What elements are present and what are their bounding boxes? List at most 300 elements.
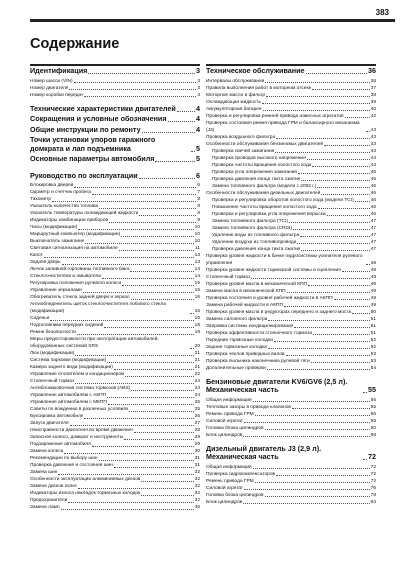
toc-entry[interactable] [30,392,200,399]
toc-entry-label: Проверка частоты вращения холостого хода [212,162,312,168]
toc-entry-page: 20 [194,344,200,349]
toc-entry[interactable] [30,259,200,266]
toc-entry-page: 10 [194,232,200,237]
toc-entry[interactable] [30,336,200,350]
toc-entry[interactable] [206,225,376,232]
toc-entry-label: Проверка и регулировка угла опережения впрыска [212,211,326,217]
toc-entry[interactable] [206,344,376,351]
toc-entry-page: 10 [194,225,200,230]
dot-leader [130,271,194,272]
toc-entry[interactable] [206,492,376,499]
dot-leader [244,489,370,490]
toc-entry-label: Проверка чехлов приводных валов [206,351,285,357]
toc-entry[interactable] [206,471,376,478]
toc-entry[interactable] [30,231,200,238]
toc-entry[interactable] [206,309,376,316]
toc-entry[interactable] [30,217,200,224]
toc-entry[interactable] [30,378,200,385]
toc-entry[interactable] [30,92,200,99]
dot-leader [342,271,370,272]
toc-entry[interactable] [206,148,376,155]
toc-entry[interactable] [206,211,376,218]
toc-entry[interactable] [206,141,376,148]
toc-entry[interactable] [30,469,200,476]
dot-leader [363,459,367,460]
toc-entry-page: 13 [194,253,200,258]
dot-leader [294,327,369,328]
dot-leader [287,292,370,293]
toc-entry[interactable] [206,85,376,92]
dot-leader [109,222,196,223]
toc-entry-label: Основные параметры автомобиля [30,154,155,163]
dot-leader [300,236,369,237]
toc-entry[interactable] [30,189,200,196]
dot-leader [263,110,370,111]
toc-entry-page: 55 [370,404,376,410]
toc-entry[interactable] [206,281,376,288]
toc-entry[interactable] [206,134,376,141]
toc-entry[interactable] [206,92,376,99]
dot-leader [124,439,193,440]
dot-leader [267,369,370,370]
toc-entry[interactable] [30,294,200,301]
toc-entry-label: Выключатель зажигания [30,239,85,244]
toc-entry-page: 22 [194,372,200,377]
toc-entry-page: 54 [370,365,376,371]
dot-leader [268,348,370,349]
toc-entry[interactable] [30,252,200,259]
dot-leader [317,187,369,188]
dot-leader [99,208,196,209]
toc-entry[interactable] [206,78,376,85]
toc-entry-label: Замена салонного фильтра [206,316,268,322]
toc-section-heading[interactable] [30,126,200,135]
toc-entry[interactable] [206,316,376,323]
toc-entry[interactable] [206,288,376,295]
toc-entry[interactable] [30,280,200,287]
dot-leader [253,468,370,469]
dot-leader [52,201,196,202]
dot-leader [50,320,193,321]
toc-entry[interactable] [30,483,200,490]
dot-leader [114,467,194,468]
dot-leader [190,313,194,314]
toc-entry-label: Проверка проводов высокого напряжения [212,155,306,161]
toc-entry-label: Проверка эффективности стояночного тормоза [206,330,313,336]
toc-entry-label: Силовой агрегат [206,485,243,491]
toc-entry[interactable] [206,99,376,106]
toc-entry[interactable] [206,295,376,302]
toc-entry[interactable] [206,113,376,120]
toc-entry-label: Камера заднего вида (модификации) [30,365,113,370]
dot-leader [253,401,370,402]
toc-entry-page: 7 [197,190,200,195]
toc-entry[interactable] [30,413,200,420]
toc-entry-label: Обогреватель стекла задней двери и зеркал [30,295,130,300]
toc-entry-label: Подголовники передних сидений [30,323,104,328]
dot-leader [265,429,370,430]
dot-leader [139,178,195,179]
toc-entry-label: Люк (модификации) [30,351,75,356]
dot-leader [85,243,193,244]
dot-leader [327,215,370,216]
toc-entry[interactable] [206,358,376,365]
toc-entry[interactable] [30,364,200,371]
toc-entry-page: 18 [194,323,200,328]
toc-entry-page: 8 [197,204,200,209]
toc-entry[interactable] [30,462,200,469]
toc-entry-page: 47 [370,225,376,231]
dot-leader [312,166,369,167]
toc-entry-page: 10 [194,239,200,244]
toc-entry-page: 84 [370,499,376,505]
toc-entry-label: Подзаряжение автомобиля [30,442,91,447]
toc-entry-page: 27 [194,421,200,426]
toc-entry[interactable] [30,357,200,364]
toc-entry-page: 55 [368,385,376,394]
toc-entry-label: Номер двигателя [30,85,69,91]
toc-entry-page: 26 [194,414,200,419]
toc-entry-label: Проверка состояния ремня привода ГРМ и балансирного механизма (J3) [206,120,360,133]
toc-entry-page: 8 [197,197,200,202]
toc-entry[interactable] [206,246,376,253]
toc-entry[interactable] [30,210,200,217]
toc-entry-page: 21 [194,358,200,363]
toc-entry[interactable] [30,238,200,245]
dot-leader [142,132,195,133]
toc-entry[interactable] [30,266,200,273]
toc-entry[interactable] [206,162,376,169]
toc-entry-page: 44 [370,162,376,168]
dot-leader [122,285,193,286]
toc-entry-page: 3 [196,66,200,75]
toc-entry-label: Замена колеса [30,449,64,454]
toc-entry-page: 15 [194,281,200,286]
toc-entry-label: Проверка давления конца такта сжатия [212,246,301,252]
toc-entry-page: 72 [370,478,376,484]
toc-entry-page: 72 [370,471,376,477]
dot-leader [321,194,369,195]
toc-entry-label: Проверка воздушного фильтра [206,134,276,140]
dot-leader [107,397,194,398]
toc-entry[interactable] [30,441,200,448]
toc-entry[interactable] [206,499,376,506]
toc-entry[interactable] [30,371,200,378]
dot-leader [141,481,193,482]
toc-entry-page: 53 [370,351,376,357]
toc-entry[interactable] [30,434,200,441]
toc-entry-label: Силовой агрегат [206,418,243,424]
toc-entry-page: 3 [197,85,200,91]
toc-entry[interactable] [30,196,200,203]
toc-entry[interactable] [30,322,200,329]
toc-entry-page: 49 [370,302,376,308]
toc-entry-label: Техническое обслуживание [206,66,305,75]
toc-entry-page: 47 [370,246,376,252]
toc-entry[interactable] [206,404,376,411]
dot-leader [44,257,194,258]
dot-leader [244,422,370,423]
dot-leader [99,460,194,461]
toc-entry[interactable] [206,169,376,176]
dot-leader [293,229,370,230]
toc-entry-label: Тахометр [30,197,52,202]
dot-leader [265,82,369,83]
toc-entry-page: 43 [370,148,376,154]
dot-leader [275,152,369,153]
toc-entry-page: 43 [370,141,376,147]
dot-leader [262,103,370,104]
toc-entry[interactable] [206,418,376,425]
dot-leader [334,299,370,300]
toc-entry-page: 24 [194,379,200,384]
toc-entry-label: Удаление воздуха из топливопровода [212,239,297,245]
toc-entry[interactable] [206,218,376,225]
dot-leader [276,475,370,476]
toc-entry-page: 32 [194,484,200,489]
dot-leader [70,425,194,426]
toc-entry-page: 44 [370,155,376,161]
toc-entry[interactable] [30,455,200,462]
toc-entry-page: 56 [370,411,376,417]
toc-entry-page: 51 [370,323,376,329]
dot-leader [131,299,194,300]
toc-entry-page: 21 [194,351,200,356]
toc-section-heading[interactable] [30,136,200,153]
dot-leader [345,117,370,118]
toc-entry-label: Ремень привода ГРМ [206,411,254,417]
toc-entry[interactable] [206,478,376,485]
toc-entry[interactable] [206,204,376,211]
dot-leader [243,503,369,504]
toc-entry[interactable] [206,253,376,267]
dot-leader [308,285,370,286]
toc-entry[interactable] [206,155,376,162]
toc-entry[interactable] [30,85,200,92]
toc-entry[interactable] [30,385,200,392]
dot-leader [306,73,367,74]
spacer [206,439,376,444]
toc-entry-label: Индикаторы износа накладок тормозных колодок [30,491,141,496]
toc-entry[interactable] [30,301,200,315]
toc-entry[interactable] [30,504,200,511]
toc-entry[interactable] [206,425,376,432]
toc-entry-page: 18 [194,330,200,335]
toc-entry[interactable] [30,350,200,357]
toc-entry[interactable] [206,302,376,309]
toc-entry-label: Особенности обслуживания бензиновых двигателей [206,141,324,147]
dot-leader [129,411,193,412]
toc-entry-page: 78 [370,492,376,498]
toc-entry-label: Технические характеристики двигателей [30,103,176,113]
toc-entry[interactable] [30,420,200,427]
toc-entry-label: Задние тормозные колодки [206,344,268,350]
toc-entry[interactable] [206,106,376,113]
toc-entry-label: Идентификация [30,66,88,75]
toc-entry-label: Управление отопителем и кондиционером [30,372,125,377]
toc-section-heading[interactable] [206,378,376,395]
toc-entry-page: 3 [197,78,200,84]
toc-entry[interactable] [206,365,376,372]
toc-entry-label: Система парковки (модификации) [30,358,107,363]
dot-leader [58,474,193,475]
toc-entry-label: Общая информация [206,464,252,470]
toc-entry-page: 32 [194,477,200,482]
toc-entry-label: Указатель температуры охлаждающей жидкости [30,211,139,216]
dot-leader [355,201,370,202]
toc-entry-page: 29 [194,442,200,447]
toc-section-heading[interactable] [30,67,200,76]
dot-leader [92,446,194,447]
toc-entry-page: 4 [196,114,200,123]
toc-entry[interactable] [30,399,200,406]
toc-entry-label: Предохранители [30,498,68,503]
toc-entry[interactable] [206,232,376,239]
toc-entry-page: 60 [370,425,376,431]
toc-entry-label: Задняя дверь [30,260,61,265]
toc-entry-label: Проверка и регулировка оборотов холостого хода (модели TCI) [212,197,354,203]
toc-entry-label: Сиденья [30,316,50,321]
toc-section-heading[interactable] [206,67,376,76]
toc-entry-label: Регулировка положения рулевого колеса [30,281,122,286]
toc-entry-page: 76 [370,485,376,491]
toc-section-heading[interactable] [30,115,200,124]
toc-entry[interactable] [30,182,200,189]
dot-leader [88,73,195,74]
toc-entry-label: Проверка давления конца такта сжатия [212,176,301,182]
toc-entry[interactable] [206,176,376,183]
spacer [30,99,200,104]
toc-entry[interactable] [30,315,200,322]
page-title: Содержание [30,36,120,52]
toc-section-heading[interactable] [30,155,200,164]
toc-entry[interactable] [206,337,376,344]
toc-entry[interactable] [30,273,200,280]
dot-leader [155,161,195,162]
toc-entry[interactable] [30,329,200,336]
toc-entry[interactable] [206,197,376,204]
toc-entry[interactable] [206,485,376,492]
toc-entry[interactable] [30,245,200,252]
toc-entry[interactable] [206,274,376,281]
dot-leader [83,292,194,293]
dot-leader [292,408,370,409]
dot-leader [363,392,367,393]
dot-leader [255,482,370,483]
toc-entry-page: 6 [197,183,200,188]
toc-entry-label: Головка блока цилиндров [206,425,264,431]
toc-entry-page: 30 [194,449,200,454]
dot-leader [119,250,194,251]
toc-entry-page: 36 [368,66,376,75]
dot-leader [62,264,194,265]
spacer [206,372,376,377]
toc-entry[interactable] [30,287,200,294]
toc-entry-label: Советы по вождению в различных условиях [30,407,129,412]
toc-entry-page: 16 [194,295,200,300]
toc-entry[interactable] [206,239,376,246]
toc-entry[interactable] [30,490,200,497]
spacer [30,166,200,171]
dot-leader [75,355,193,356]
toc-section-heading[interactable] [30,172,200,181]
toc-entry-page: 28 [194,428,200,433]
toc-entry-page: 43 [370,134,376,140]
dot-leader [102,278,194,279]
toc-entry-page: 16 [194,316,200,321]
toc-entry[interactable] [206,464,376,471]
toc-entry-label: Меры предосторожности при эксплуатации автомобилей, оборудованных системой SRS [30,337,159,349]
toc-entry-label: Замена топливного фильтра (CRDI) [212,225,292,231]
toc-entry-label: Блокировка дверей [30,183,74,188]
dot-leader [307,159,370,160]
toc-entry[interactable] [206,330,376,337]
toc-entry[interactable] [206,411,376,418]
toc-entry[interactable] [206,190,376,197]
toc-entry[interactable] [30,448,200,455]
toc-entry[interactable] [206,351,376,358]
toc-entry[interactable] [206,183,376,190]
dot-leader [324,145,370,146]
toc-entry[interactable] [30,224,200,231]
toc-entry[interactable] [206,267,376,274]
toc-entry-label: Проверка свечей зажигания [212,148,275,154]
toc-entry[interactable] [30,427,200,434]
toc-entry[interactable] [206,432,376,439]
dot-leader [75,383,193,384]
dot-leader [108,404,194,405]
toc-entry[interactable] [30,203,200,210]
toc-entry-page: 46 [370,190,376,196]
toc-entry[interactable] [30,78,200,85]
toc-entry-label: Проверка пыльника наконечника рулевой тяги [206,358,310,364]
dot-leader [191,151,195,152]
toc-entry[interactable] [30,406,200,413]
toc-entry-label: Замена масла в механической КПП [206,288,286,294]
dot-leader [84,96,196,97]
toc-entry-page: 32 [194,470,200,475]
toc-entry-page: 15 [194,288,200,293]
dot-leader [255,415,370,416]
toc-entry[interactable] [206,323,376,330]
toc-entry[interactable] [206,397,376,404]
toc-entry-page: 39 [370,99,376,105]
toc-section-heading[interactable] [30,105,200,114]
toc-entry[interactable] [30,497,200,504]
toc-entry-label: Точки установки упоров гаражного домкрата и лап подъемника [30,135,156,153]
toc-entry-page: 4 [196,103,200,113]
toc-entry-page: 45 [370,169,376,175]
toc-section-heading[interactable] [206,445,376,462]
toc-entry-label: Замена шин [30,470,58,475]
toc-entry-label: Управление автомобилем с АКПП [30,393,107,398]
toc-entry-page: 42 [370,113,376,119]
toc-entry[interactable] [206,120,376,134]
dot-leader [301,180,369,181]
toc-entry-label: Блок цилиндров [206,499,243,505]
toc-entry-label: Проверка уровня жидкости в бачке гидросистемы усилителя рулевого управления [206,253,363,266]
toc-entry-page: 46 [370,183,376,189]
toc-entry-page: 3 [197,92,200,98]
toc-entry-page: 11 [195,246,200,251]
toc-entry-label: Охлаждающая жидкость [206,99,261,105]
dot-leader [68,502,193,503]
toc-entry[interactable] [30,476,200,483]
toc-entry-page: 16 [194,309,200,314]
toc-entry-label: Дизельный двигатель J3 (2,9 л). Механическая часть [206,443,322,461]
toc-entry-page: 49 [370,295,376,301]
toc-entry-page: 32 [194,498,200,503]
